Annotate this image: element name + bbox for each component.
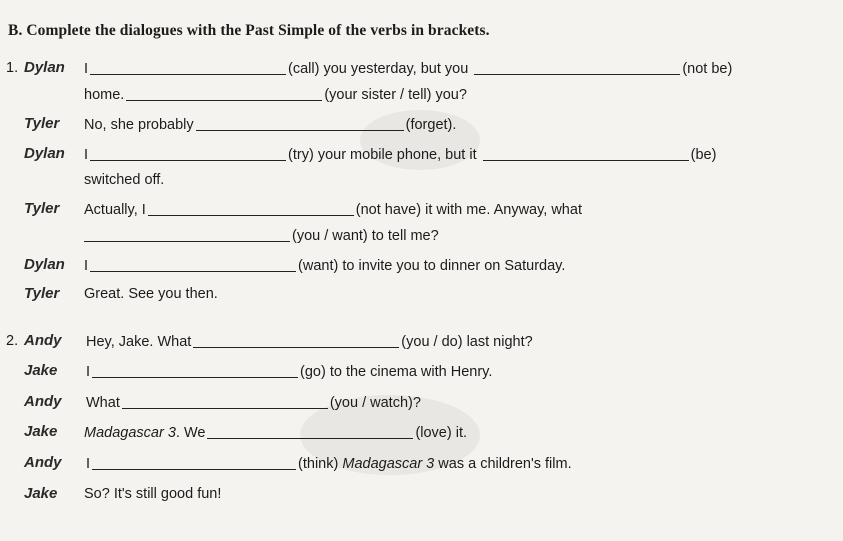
exercise-heading: B. Complete the dialogues with the Past Simple of the verbs in brackets. xyxy=(8,22,490,39)
speaker-label: Jake xyxy=(24,485,58,502)
answer-blank[interactable] xyxy=(90,257,296,272)
dialogue-line: I (call) you yesterday, but you (not be) xyxy=(84,61,733,77)
dialogue-line: Great. See you then. xyxy=(84,286,218,302)
speaker-label: Jake xyxy=(24,362,58,379)
dialogue-line: I (go) to the cinema with Henry. xyxy=(86,364,493,380)
speaker-label: Dylan xyxy=(24,145,65,162)
dialogue-line: Hey, Jake. What (you / do) last night? xyxy=(86,334,533,350)
answer-blank[interactable] xyxy=(92,455,296,470)
speaker-label: Andy xyxy=(24,454,62,471)
answer-blank[interactable] xyxy=(474,60,680,75)
dialogue-line: Madagascar 3. We (love) it. xyxy=(84,425,468,441)
dialogue-line: home. (your sister / tell) you? xyxy=(84,87,467,103)
answer-blank[interactable] xyxy=(84,227,290,242)
answer-blank[interactable] xyxy=(207,424,413,439)
dialogue-line: What (you / watch)? xyxy=(86,395,421,411)
dialogue-number: 1. xyxy=(6,60,19,76)
dialogue-line: (you / want) to tell me? xyxy=(84,227,439,244)
speaker-label: Dylan xyxy=(24,256,65,273)
answer-blank[interactable] xyxy=(148,201,354,216)
speaker-label: Tyler xyxy=(24,285,60,302)
answer-blank[interactable] xyxy=(196,116,404,131)
answer-blank[interactable] xyxy=(90,146,286,161)
dialogue-line: I (want) to invite you to dinner on Saturday. xyxy=(84,258,566,274)
answer-blank[interactable] xyxy=(90,60,286,75)
speaker-label: Andy xyxy=(24,393,62,410)
film-title: Madagascar 3 xyxy=(342,456,435,472)
answer-blank[interactable] xyxy=(126,86,322,101)
speaker-label: Andy xyxy=(24,332,62,349)
answer-blank[interactable] xyxy=(92,363,298,378)
answer-blank[interactable] xyxy=(193,333,399,348)
answer-blank[interactable] xyxy=(122,394,328,409)
dialogue-line: No, she probably (forget). xyxy=(84,117,457,133)
dialogue-line: I (think) Madagascar 3 was a children's film. xyxy=(86,456,572,472)
dialogue-line: Actually, I (not have) it with me. Anyway, what xyxy=(84,202,582,218)
dialogue-line: I (try) your mobile phone, but it (be) xyxy=(84,147,717,163)
speaker-label: Dylan xyxy=(24,59,65,76)
dialogue-line: So? It's still good fun! xyxy=(84,486,222,502)
dialogue-line: switched off. xyxy=(84,172,165,188)
answer-blank[interactable] xyxy=(483,146,689,161)
dialogue-number: 2. xyxy=(6,333,19,349)
speaker-label: Tyler xyxy=(24,115,60,132)
speaker-label: Tyler xyxy=(24,200,60,217)
film-title: Madagascar 3 xyxy=(84,425,176,441)
speaker-label: Jake xyxy=(24,423,58,440)
